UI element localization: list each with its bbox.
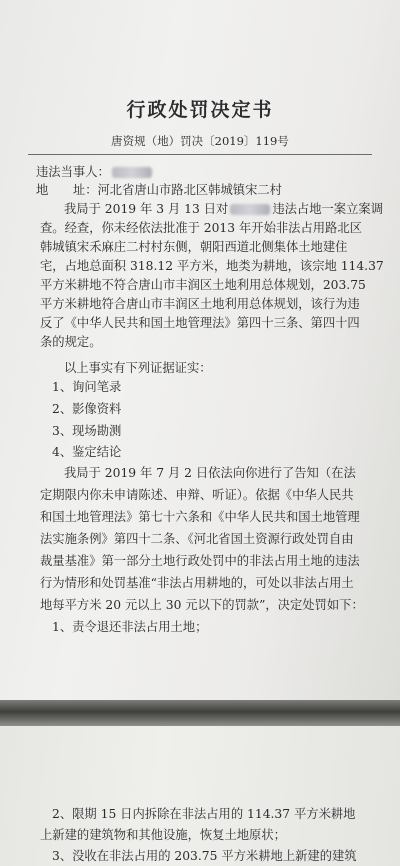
evidence-item: 2、影像资料 xyxy=(52,402,122,416)
para1-line-1 xyxy=(64,201,383,218)
para2-line-3: 和国土地管理法》第七十六条和《中华人民共和国土地管理 xyxy=(40,510,360,524)
para1-line-5: 平方米耕地不符合唐山市丰润区土地利用总体规划，203.75 xyxy=(40,278,366,292)
penalty-item-3: 3、没收在非法占用的 203.75 平方米耕地上新建的建筑 xyxy=(52,849,357,863)
evidence-item: 3、现场勘测 xyxy=(52,424,122,438)
para1-line-6: 平方米耕地符合唐山市丰润区土地利用总体规划，该行为违 xyxy=(40,297,360,311)
para1-line-7: 反了《中华人民共和国土地管理法》第四十三条、第四十四 xyxy=(40,316,360,330)
address-line xyxy=(36,182,282,199)
para1-line-4: 宅，占地总面积 318.12 平方米，地类为耕地，该宗地 114.37 xyxy=(40,259,384,273)
para1-line-2: 查。经查，你未经依法批准于 2013 年开始非法占用路北区 xyxy=(40,221,362,235)
address-value: 河北省唐山市路北区韩城镇宋二村 xyxy=(97,183,282,197)
para2-line-2: 定期限内你未申请陈述、申辩、听证）。依据《中华人民共 xyxy=(40,488,354,502)
para1-text-b: 违法占地一案立案调 xyxy=(272,202,383,216)
document-title: 行政处罚决定书 xyxy=(126,99,274,121)
page-gap xyxy=(0,700,400,726)
header-divider xyxy=(28,154,372,155)
evidence-intro: 以上事实有下列证据证实： xyxy=(64,361,212,375)
party-label: 违法当事人： xyxy=(36,165,110,179)
para1-line-8: 条的规定。 xyxy=(40,335,102,349)
redacted-name xyxy=(112,167,152,178)
evidence-item: 1、询问笔录 xyxy=(52,380,122,394)
penalty-item-1: 1、责令退还非法占用土地； xyxy=(52,620,208,634)
para2-line-1: 我局于 2019 年 7 月 2 日依法向你进行了告知（在法 xyxy=(64,466,356,480)
para2-line-6: 行为情形和处罚基准“非法占用耕地的，可处以非法占用土 xyxy=(40,576,354,590)
para1-text-a: 我局于 2019 年 3 月 13 日对 xyxy=(64,202,229,216)
party-line xyxy=(36,164,154,181)
penalty-item-2: 2、限期 15 日内拆除在非法占用的 114.37 平方米耕地 xyxy=(52,807,356,821)
para2-line-5: 裁量基准》第一部分土地行政处罚中的非法占用土地的违法 xyxy=(40,554,360,568)
evidence-item: 4、鉴定结论 xyxy=(52,445,122,459)
document-number: 唐资规（地）罚决〔2019〕119号 xyxy=(111,134,289,148)
redacted-party xyxy=(230,204,270,215)
address-label: 地 址： xyxy=(36,183,98,197)
document-page-2 xyxy=(0,726,400,866)
para1-line-3: 韩城镇宋禾麻庄二村村东侧，朝阳西道北侧集体土地建住 xyxy=(40,240,348,254)
para2-line-4: 法实施条例》第四十二条、《河北省国土资源行政处罚自由 xyxy=(40,532,354,546)
penalty-item-2-cont: 上新建的建筑物和其他设施，恢复土地原状； xyxy=(40,828,286,842)
para2-line-7: 地每平方米 20 元以上 30 元以下的罚款”，决定处罚如下： xyxy=(40,598,364,612)
